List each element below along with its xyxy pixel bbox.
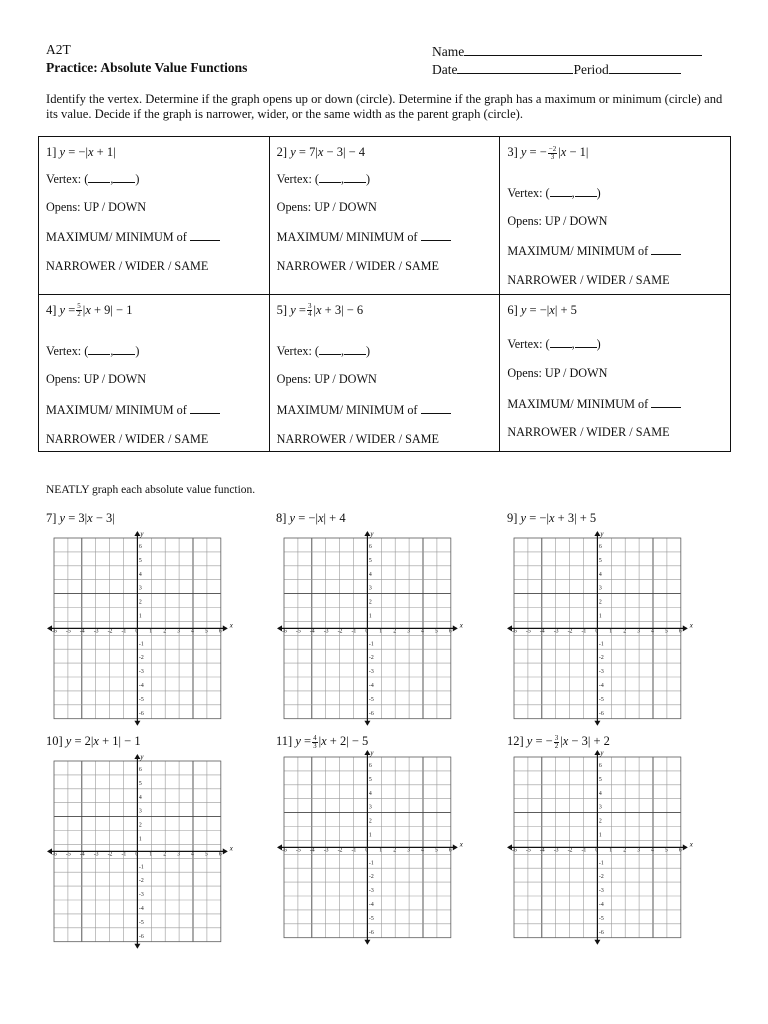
x-tick-label: 0 — [595, 847, 599, 854]
x-tick-label: -5 — [295, 847, 301, 854]
x-tick-label: -2 — [567, 847, 573, 854]
x-tick-label: -4 — [79, 628, 85, 635]
name-field[interactable] — [432, 42, 702, 60]
fraction: $\frac{3}{2}$ — [554, 733, 559, 750]
y-tick-label: -2 — [368, 655, 374, 662]
x-tick-label: 6 — [448, 847, 452, 854]
fraction: $\frac{4}{3}$ — [313, 733, 317, 750]
y-tick-label: 4 — [368, 571, 372, 578]
y-tick-label: -2 — [368, 874, 374, 881]
x-tick-label: -3 — [553, 628, 559, 635]
y-tick-label: -6 — [598, 710, 604, 717]
y-tick-label: 1 — [138, 836, 142, 843]
x-tick-label: -2 — [107, 628, 113, 635]
y-tick-label: 3 — [138, 585, 142, 592]
problem-cell — [39, 137, 270, 295]
coordinate-grid[interactable] — [506, 749, 695, 946]
y-tick-label: 6 — [598, 543, 602, 550]
x-tick-label: -2 — [567, 628, 573, 635]
y-axis-label: y — [600, 530, 604, 538]
x-tick-label: -1 — [351, 628, 357, 635]
coordinate-grid[interactable] — [276, 749, 465, 946]
graph-number: 11] — [276, 734, 293, 748]
vertex-field[interactable]: Vertex: ( , ) — [507, 186, 601, 200]
y-axis-label: y — [140, 753, 144, 761]
x-tick-label: -2 — [107, 851, 113, 858]
axis-arrow — [683, 844, 688, 850]
y-tick-label: -4 — [138, 682, 144, 689]
problem-number: 3] — [507, 145, 518, 159]
x-tick-label: 6 — [218, 628, 222, 635]
y-tick-label: -1 — [138, 864, 144, 871]
y-tick-label: 1 — [598, 613, 602, 620]
coordinate-grid[interactable] — [46, 530, 235, 727]
problem-number: 4] — [46, 302, 57, 317]
problem-equation: 3] y = − $\frac{-2}{3}$ |x − 1| — [507, 144, 589, 161]
opens-choice[interactable]: Opens: UP / DOWN — [46, 371, 147, 386]
opens-choice[interactable]: Opens: UP / DOWN — [46, 200, 147, 214]
x-tick-label: -6 — [52, 851, 57, 858]
y-axis-label: y — [370, 749, 374, 757]
graph-number: 9] — [507, 511, 518, 525]
y-tick-label: -3 — [368, 888, 374, 895]
y-axis-label: y — [140, 530, 144, 538]
x-tick-label: 5 — [434, 847, 438, 854]
axis-arrow — [223, 848, 228, 854]
x-axis-label: x — [229, 844, 233, 853]
graph-instruction: NEATLY graph each absolute value function. — [46, 484, 256, 496]
x-tick-label: -4 — [539, 847, 545, 854]
worksheet-title: Practice: Absolute Value Functions — [46, 60, 248, 75]
x-tick-label: 5 — [204, 851, 208, 858]
y-tick-label: -4 — [598, 682, 604, 689]
fraction: $\frac{3}{4}$ — [307, 302, 312, 319]
y-tick-label: -5 — [138, 696, 144, 703]
x-axis-label: x — [459, 621, 463, 630]
axis-arrow — [134, 944, 140, 949]
axis-arrow — [134, 721, 140, 726]
x-tick-label: 2 — [163, 851, 167, 858]
x-tick-label: -2 — [337, 847, 343, 854]
x-tick-label: 1 — [149, 628, 153, 635]
x-tick-label: 1 — [149, 851, 153, 858]
y-tick-label: 5 — [138, 557, 142, 564]
opens-choice[interactable]: Opens: UP / DOWN — [276, 200, 377, 214]
x-tick-label: 2 — [393, 628, 397, 635]
y-tick-label: -6 — [138, 710, 144, 717]
x-tick-label: 2 — [623, 847, 627, 854]
x-tick-label: 5 — [664, 628, 668, 635]
y-tick-label: 3 — [598, 804, 602, 811]
y-tick-label: -6 — [598, 929, 604, 936]
x-tick-label: 3 — [637, 628, 641, 635]
x-tick-label: 4 — [191, 851, 194, 858]
y-axis-label: y — [370, 530, 374, 538]
y-tick-label: -3 — [598, 888, 604, 895]
x-tick-label: 3 — [637, 847, 641, 854]
graph-number: 7] — [46, 511, 57, 525]
problem-equation: 6] y = −|x| + 5 — [507, 302, 577, 317]
graph-equation: 9] y = −|x + 3| + 5 — [507, 511, 597, 525]
problem-cell — [269, 294, 500, 452]
max-min-field[interactable]: MAXIMUM/ MINIMUM of — [507, 396, 681, 412]
x-tick-label: -3 — [93, 851, 99, 858]
x-tick-label: -5 — [525, 847, 531, 854]
opens-choice[interactable]: Opens: UP / DOWN — [507, 214, 608, 228]
x-tick-label: -5 — [295, 628, 301, 635]
instructions: Identify the vertex. Determine if the graph opens up or down (circle). Determine if the graph has a maximum or minimum (circle) and its value. Decide if the graph is narrower, wider, or the same width as the parent graph (circle). — [46, 92, 723, 121]
vertex-field[interactable]: Vertex: ( , ) — [507, 336, 601, 351]
graph-equation: 12] y = − $\frac{3}{2}$ |x − 3| + 2 — [507, 733, 610, 750]
axis-arrow — [453, 625, 458, 631]
axis-arrow — [223, 625, 228, 631]
y-tick-label: 4 — [138, 794, 142, 801]
fraction: $\frac{-2}{3}$ — [548, 144, 557, 161]
y-tick-label: 4 — [598, 790, 602, 797]
y-tick-label: -4 — [368, 901, 374, 908]
opens-choice[interactable]: Opens: UP / DOWN — [507, 365, 608, 380]
period-label: Period — [573, 62, 609, 77]
vertex-field[interactable]: Vertex: ( , ) — [276, 172, 371, 186]
x-tick-label: 6 — [678, 628, 682, 635]
x-tick-label: 6 — [448, 628, 452, 635]
y-tick-label: 1 — [598, 832, 602, 839]
y-tick-label: 6 — [138, 766, 142, 773]
y-tick-label: -6 — [138, 933, 144, 940]
coordinate-grid[interactable] — [506, 530, 695, 727]
y-tick-label: 6 — [368, 543, 372, 550]
x-tick-label: 3 — [407, 628, 411, 635]
y-axis-label: y — [600, 749, 604, 757]
x-tick-label: -3 — [553, 847, 559, 854]
x-tick-label: -4 — [79, 851, 85, 858]
x-tick-label: 4 — [421, 628, 424, 635]
x-tick-label: 5 — [434, 628, 438, 635]
y-tick-label: -1 — [138, 641, 144, 648]
y-tick-label: -3 — [138, 892, 144, 899]
width-choice[interactable]: NARROWER / WIDER / SAME — [276, 431, 439, 446]
x-tick-label: -6 — [282, 628, 287, 635]
x-tick-label: -5 — [65, 628, 71, 635]
y-tick-label: 2 — [598, 818, 602, 825]
y-tick-label: -1 — [368, 641, 374, 648]
x-tick-label: -1 — [581, 628, 587, 635]
y-tick-label: 1 — [138, 613, 142, 620]
y-tick-label: 4 — [138, 571, 142, 578]
opens-choice[interactable]: Opens: UP / DOWN — [276, 371, 377, 386]
date-label: Date — [432, 62, 458, 77]
width-choice[interactable]: NARROWER / WIDER / SAME — [46, 259, 209, 273]
problem-equation: 5] y = $\frac{3}{4}$ |x + 3| − 6 — [276, 302, 364, 319]
y-tick-label: 1 — [368, 832, 372, 839]
y-tick-label: 3 — [368, 585, 372, 592]
width-choice[interactable]: NARROWER / WIDER / SAME — [507, 424, 670, 439]
x-tick-label: -3 — [323, 847, 329, 854]
y-tick-label: 5 — [368, 776, 372, 783]
max-min-field[interactable]: MAXIMUM/ MINIMUM of — [277, 402, 451, 418]
y-tick-label: -3 — [598, 669, 604, 676]
x-tick-label: 0 — [365, 628, 369, 635]
problem-equation: 2] y = 7|x − 3| − 4 — [276, 145, 365, 159]
max-min-field[interactable]: MAXIMUM/ MINIMUM of — [277, 229, 451, 245]
y-tick-label: 1 — [368, 613, 372, 620]
axis-arrow — [453, 844, 458, 850]
y-tick-label: -4 — [368, 682, 374, 689]
x-tick-label: -5 — [525, 628, 531, 635]
x-tick-label: 2 — [393, 847, 397, 854]
y-tick-label: 5 — [598, 557, 602, 564]
x-tick-label: -1 — [121, 628, 127, 635]
y-tick-label: -1 — [368, 860, 374, 867]
x-tick-label: -3 — [323, 628, 329, 635]
x-tick-label: -1 — [581, 847, 587, 854]
x-tick-label: 1 — [379, 628, 383, 635]
width-choice[interactable]: NARROWER / WIDER / SAME — [46, 431, 209, 446]
x-tick-label: 0 — [365, 847, 369, 854]
width-choice[interactable]: NARROWER / WIDER / SAME — [276, 259, 439, 273]
date-period-field[interactable] — [432, 60, 681, 78]
x-tick-label: 3 — [407, 847, 411, 854]
y-tick-label: -5 — [368, 915, 374, 922]
y-tick-label: 6 — [138, 543, 142, 550]
x-axis-label: x — [689, 840, 693, 849]
graph-equation: 10] y = 2|x + 1| − 1 — [46, 734, 141, 748]
y-tick-label: -5 — [598, 696, 604, 703]
max-min-field[interactable]: MAXIMUM/ MINIMUM of — [46, 402, 220, 418]
y-tick-label: -5 — [368, 696, 374, 703]
y-tick-label: -5 — [138, 919, 144, 926]
x-tick-label: 3 — [177, 851, 181, 858]
problem-cell — [500, 137, 731, 295]
problem-number: 5] — [276, 302, 288, 317]
y-tick-label: -4 — [138, 905, 144, 912]
x-tick-label: -6 — [52, 628, 57, 635]
y-tick-label: -2 — [598, 655, 604, 662]
graph-equation: 8] y = −|x| + 4 — [276, 511, 346, 525]
problem-equation: 4] y = $\frac{5}{2}$ |x + 9| − 1 — [46, 302, 133, 319]
vertex-field[interactable]: Vertex: ( , ) — [46, 343, 140, 358]
x-tick-label: 0 — [135, 628, 139, 635]
width-choice[interactable]: NARROWER / WIDER / SAME — [507, 273, 670, 287]
x-tick-label: -4 — [309, 628, 315, 635]
y-tick-label: 6 — [598, 762, 602, 769]
x-tick-label: -3 — [93, 628, 99, 635]
x-tick-label: 4 — [651, 628, 654, 635]
y-tick-label: 5 — [368, 557, 372, 564]
problem-equation: 1] y = −|x + 1| — [46, 145, 116, 159]
graph-equation: 7] y = 3|x − 3| — [46, 511, 115, 525]
problem-number: 6] — [507, 302, 518, 317]
x-axis-label: x — [459, 840, 463, 849]
max-min-field[interactable]: MAXIMUM/ MINIMUM of — [46, 229, 220, 245]
y-tick-label: -5 — [598, 915, 604, 922]
x-axis-label: x — [229, 621, 233, 630]
graph-equation: 11] y = $\frac{4}{3}$ |x + 2| − 5 — [276, 733, 369, 750]
y-tick-label: -6 — [368, 710, 374, 717]
x-tick-label: 5 — [204, 628, 208, 635]
x-tick-label: 0 — [595, 628, 599, 635]
x-tick-label: 3 — [177, 628, 181, 635]
problem-number: 2] — [276, 145, 288, 159]
y-tick-label: -2 — [138, 878, 144, 885]
problem-cell — [39, 294, 270, 452]
axis-arrow — [364, 940, 370, 945]
x-tick-label: 4 — [651, 847, 654, 854]
graph-number: 8] — [276, 511, 287, 525]
y-tick-label: -3 — [138, 669, 144, 676]
problem-number: 1] — [46, 145, 57, 159]
x-tick-label: -1 — [351, 847, 357, 854]
graph-number: 12] — [507, 734, 524, 748]
x-tick-label: -2 — [337, 628, 343, 635]
x-tick-label: 2 — [623, 628, 627, 635]
y-tick-label: 4 — [598, 571, 602, 578]
x-tick-label: -5 — [65, 851, 71, 858]
y-tick-label: 2 — [598, 599, 602, 606]
x-tick-label: 4 — [421, 847, 424, 854]
axis-arrow — [594, 721, 600, 726]
axis-arrow — [683, 625, 688, 631]
x-axis-label: x — [689, 621, 693, 630]
x-tick-label: 1 — [609, 628, 613, 635]
axis-arrow — [364, 721, 370, 726]
y-tick-label: 2 — [368, 599, 372, 606]
y-tick-label: 2 — [138, 822, 142, 829]
x-tick-label: -6 — [282, 847, 287, 854]
y-tick-label: 4 — [368, 790, 372, 797]
problem-cell — [500, 294, 731, 452]
y-tick-label: 3 — [368, 804, 372, 811]
y-tick-label: 6 — [368, 762, 372, 769]
x-tick-label: -4 — [309, 847, 315, 854]
x-tick-label: 0 — [135, 851, 139, 858]
y-tick-label: 5 — [598, 776, 602, 783]
y-tick-label: 3 — [138, 808, 142, 815]
y-tick-label: -1 — [598, 641, 604, 648]
x-tick-label: 6 — [218, 851, 222, 858]
y-tick-label: -1 — [598, 860, 604, 867]
y-tick-label: 2 — [138, 599, 142, 606]
problem-cell — [269, 137, 500, 295]
course-label: A2T — [46, 42, 71, 57]
coordinate-grid[interactable] — [276, 530, 465, 727]
y-tick-label: 2 — [368, 818, 372, 825]
y-tick-label: -6 — [368, 929, 374, 936]
problem-table — [38, 136, 731, 452]
y-tick-label: -4 — [598, 901, 604, 908]
name-label: Name — [432, 44, 465, 59]
fraction: $\frac{5}{2}$ — [77, 302, 81, 319]
graph-number: 10] — [46, 734, 63, 748]
x-tick-label: 2 — [163, 628, 167, 635]
y-tick-label: 3 — [598, 585, 602, 592]
axis-arrow — [594, 940, 600, 945]
x-tick-label: 1 — [379, 847, 383, 854]
y-tick-label: -3 — [368, 669, 374, 676]
coordinate-grid[interactable] — [46, 753, 235, 950]
y-tick-label: 5 — [138, 780, 142, 787]
x-tick-label: -6 — [512, 847, 517, 854]
y-tick-label: -2 — [138, 655, 144, 662]
x-tick-label: 4 — [191, 628, 194, 635]
x-tick-label: 1 — [609, 847, 613, 854]
vertex-field[interactable]: Vertex: ( , ) — [46, 172, 140, 186]
x-tick-label: -1 — [121, 851, 127, 858]
x-tick-label: -4 — [539, 628, 545, 635]
y-tick-label: -2 — [598, 874, 604, 881]
x-tick-label: 5 — [664, 847, 668, 854]
x-tick-label: 6 — [678, 847, 682, 854]
x-tick-label: -6 — [512, 628, 517, 635]
vertex-field[interactable]: Vertex: ( , ) — [276, 343, 371, 358]
max-min-field[interactable]: MAXIMUM/ MINIMUM of — [507, 243, 681, 259]
